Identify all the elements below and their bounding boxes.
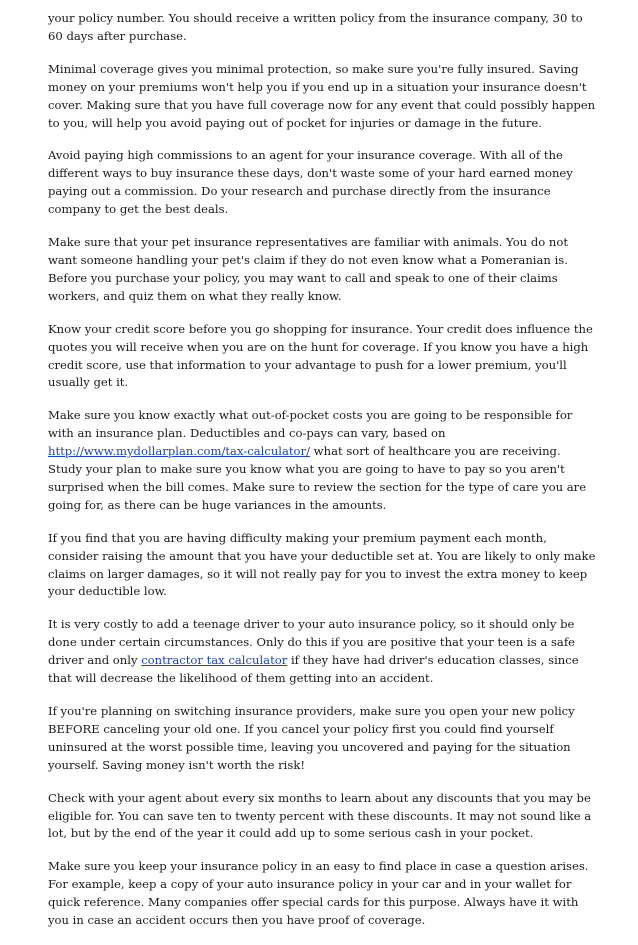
paragraph-pet-insurance	[48, 234, 596, 306]
paragraph-text: It is very costly to add a teenage driver to your auto insurance policy, so it should only be done under certain circumstances. Only do this if you are positive that your teen is a safe driver and only	[48, 617, 576, 668]
paragraph-text: Make sure that your pet insurance representatives are familiar with animals. You do not want someone handling your pet's claim if they do not even know what a Pomeranian is. Before you purchase your policy, you may want to call and speak to one of their claims workers, and quiz them on what they really know.	[48, 235, 569, 303]
paragraph-minimal-coverage	[48, 61, 596, 133]
paragraph-text: what sort of healthcare you are receiving. Study your plan to make sure you know what you are going to have to pay so you aren't surprised when the bill comes. Make sure to review the section for the type of care you are going for, as there can be huge variances in the amounts.	[48, 444, 587, 512]
paragraph-keep-policy	[48, 858, 596, 930]
contractor-tax-calculator-link[interactable]: contractor tax calculator	[141, 653, 288, 668]
paragraph-credit-score	[48, 321, 596, 393]
paragraph-text: Know your credit score before you go shopping for insurance. Your credit does influence the quotes you will receive when you are on the hunt for coverage. If you know you have a high credit score, use that information to your advantage to push for a lower premium, you'll usually get it.	[48, 321, 593, 390]
paragraph-out-of-pocket	[48, 407, 596, 514]
paragraph-text: Minimal coverage gives you minimal protection, so make sure you're fully insured. Saving money on your premiums won't help you if you end up in a situation your insurance doesn't cover. Making sure that you have full coverage now for any event that could possibly happen to you, will help you avoid paying out of pocket for injuries or damage in the future.	[48, 61, 596, 130]
paragraph-text: if they have had driver's education classes, since that will decrease the likelihood of them getting into an accident.	[48, 653, 579, 686]
tax-calculator-link[interactable]: http://www.mydollarplan.com/tax-calculator/	[48, 444, 310, 459]
paragraph-text: Make sure you keep your insurance policy in an easy to find place in case a question arises. For example, keep a copy of your auto insurance policy in your car and in your wallet for quick reference. Many companies offer special cards for this purpose. Always have it with you in case an accident occurs then you have proof of coverage.	[48, 859, 589, 928]
paragraph-text: your policy number. You should receive a written policy from the insurance company, 30 to 60 days after purchase.	[48, 11, 583, 43]
paragraph-text: Make sure you know exactly what out-of-pocket costs you are going to be responsible for with an insurance plan. Deductibles and co-pays can vary, based on	[48, 408, 573, 441]
paragraph-commissions	[48, 147, 596, 219]
paragraph-teenage-driver	[48, 616, 596, 688]
paragraph-policy-number	[48, 10, 596, 46]
paragraph-text: If you find that you are having difficulty making your premium payment each month, consider raising the amount that you have your deductible set at. You are likely to only make claims on larger damages, so it will not really pay for you to invest the extra money to keep your deductible low.	[48, 530, 596, 599]
paragraph-text: Avoid paying high commissions to an agent for your insurance coverage. With all of the different ways to buy insurance these days, don't waste some of your hard earned money paying out a commission. Do your research and purchase directly from the insurance company to get the best deals.	[48, 148, 573, 217]
document-page	[48, 10, 596, 945]
paragraph-text: If you're planning on switching insurance providers, make sure you open your new policy BEFORE canceling your old one. If you cancel your policy first you could find yourself uninsured at the worst possible time, leaving you uncovered and paying for the situation yourself. Saving money isn't worth the risk!	[48, 704, 575, 772]
paragraph-premium-payment	[48, 530, 596, 602]
paragraph-text: Check with your agent about every six months to learn about any discounts that you may be eligible for. You can save ten to twenty percent with these discounts. It may not sound like a lot, but by the end of the year it could add up to some serious cash in your pocket.	[48, 790, 592, 841]
paragraph-switching-providers	[48, 703, 596, 775]
paragraph-discounts	[48, 790, 596, 844]
